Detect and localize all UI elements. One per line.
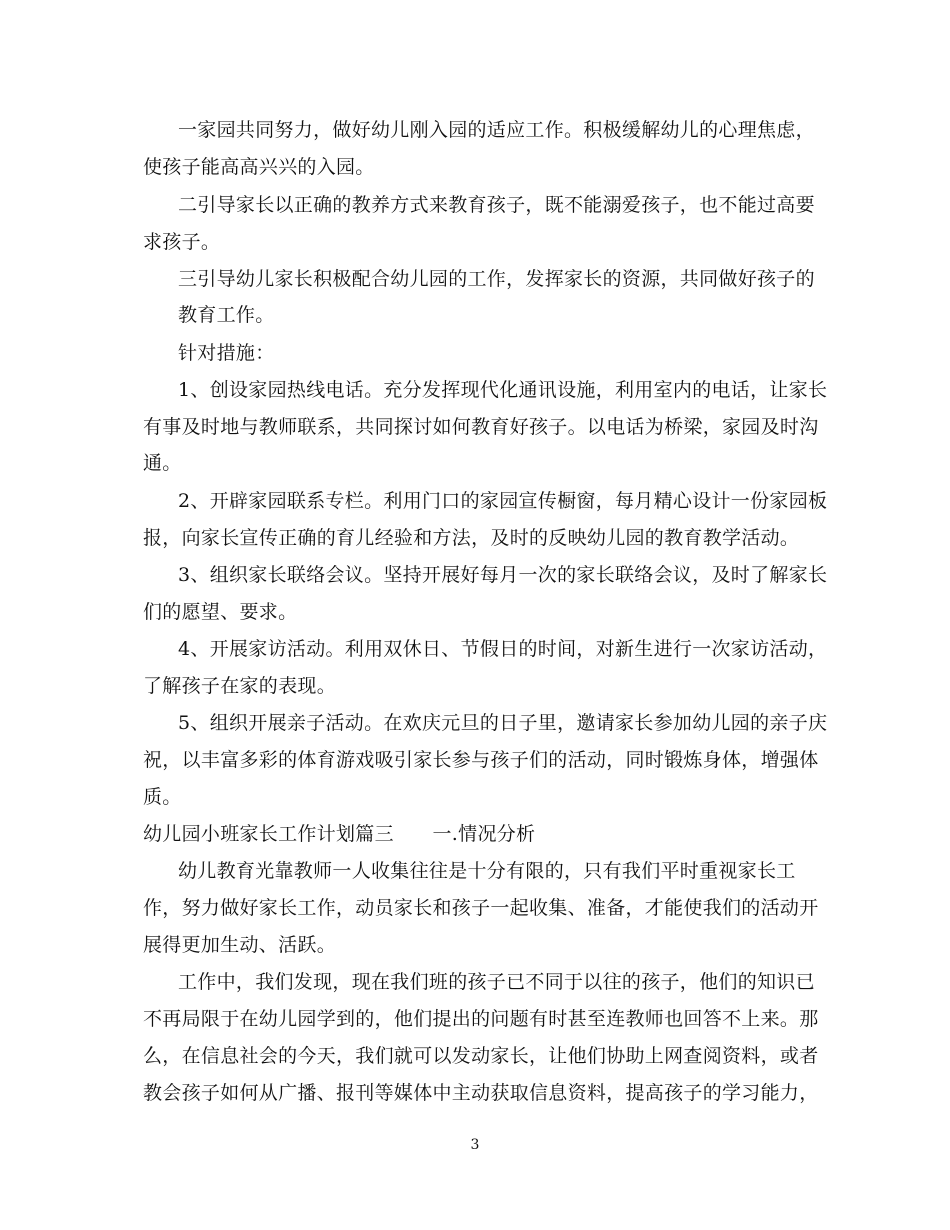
text-line: 二引导家长以正确的教养方式来教育孩子，既不能溺爱孩子，也不能过高要 bbox=[178, 194, 815, 216]
text-line: 幼儿教育光靠教师一人收集往往是十分有限的，只有我们平时重视家长工 bbox=[178, 860, 796, 882]
text-line: 教育工作。 bbox=[178, 304, 275, 326]
text-line: 么，在信息社会的今天，我们就可以发动家长，让他们协助上网查阅资料，或者 bbox=[143, 1045, 819, 1067]
text-line: 们的愿望、要求。 bbox=[143, 601, 298, 623]
text-line: 求孩子。 bbox=[143, 231, 221, 253]
text-line: 使孩子能高高兴兴的入园。 bbox=[143, 156, 375, 178]
text-line: 5、组织开展亲子活动。在欢庆元旦的日子里，邀请家长参加幼儿园的亲子庆 bbox=[178, 712, 828, 734]
text-line: 作，努力做好家长工作，动员家长和孩子一起收集、准备，才能使我们的活动开 bbox=[143, 897, 819, 919]
text-line: 质。 bbox=[143, 786, 182, 808]
text-line: 祝，以丰富多彩的体育游戏吸引家长参与孩子们的活动，同时锻炼身体，增强体 bbox=[143, 749, 819, 771]
text-line: 了解孩子在家的表现。 bbox=[143, 675, 337, 697]
section-heading: 幼儿园小班家长工作计划篇三 一.情况分析 bbox=[143, 823, 536, 845]
text-line: 3、组织家长联络会议。坚持开展好每月一次的家长联络会议，及时了解家长 bbox=[178, 564, 828, 586]
text-line: 工作中，我们发现，现在我们班的孩子已不同于以往的孩子，他们的知识已 bbox=[178, 971, 815, 993]
text-line: 报，向家长宣传正确的育儿经验和方法，及时的反映幼儿园的教育教学活动。 bbox=[143, 527, 800, 549]
text-line: 1、创设家园热线电话。充分发挥现代化通讯设施，利用室内的电话，让家长 bbox=[178, 379, 828, 401]
page-number: 3 bbox=[470, 1137, 480, 1153]
text-line: 三引导幼儿家长积极配合幼儿园的工作，发挥家长的资源，共同做好孩子的 bbox=[178, 268, 815, 290]
text-line: 一家园共同努力，做好幼儿刚入园的适应工作。积极缓解幼儿的心理焦虑， bbox=[178, 119, 815, 141]
text-line: 通。 bbox=[143, 452, 182, 474]
text-line: 不再局限于在幼儿园学到的，他们提出的问题有时甚至连教师也回答不上来。那 bbox=[143, 1008, 819, 1030]
text-line: 教会孩子如何从广播、报刊等媒体中主动获取信息资料，提高孩子的学习能力， bbox=[143, 1082, 819, 1104]
text-line: 2、开辟家园联系专栏。利用门口的家园宣传橱窗，每月精心设计一份家园板 bbox=[178, 490, 828, 512]
text-line: 4、开展家访活动。利用双休日、节假日的时间，对新生进行一次家访活动， bbox=[178, 638, 828, 660]
text-line: 针对措施： bbox=[178, 342, 275, 364]
text-line: 展得更加生动、活跃。 bbox=[143, 934, 337, 956]
text-line: 有事及时地与教师联系，共同探讨如何教育好孩子。以电话为桥梁，家园及时沟 bbox=[143, 416, 819, 438]
